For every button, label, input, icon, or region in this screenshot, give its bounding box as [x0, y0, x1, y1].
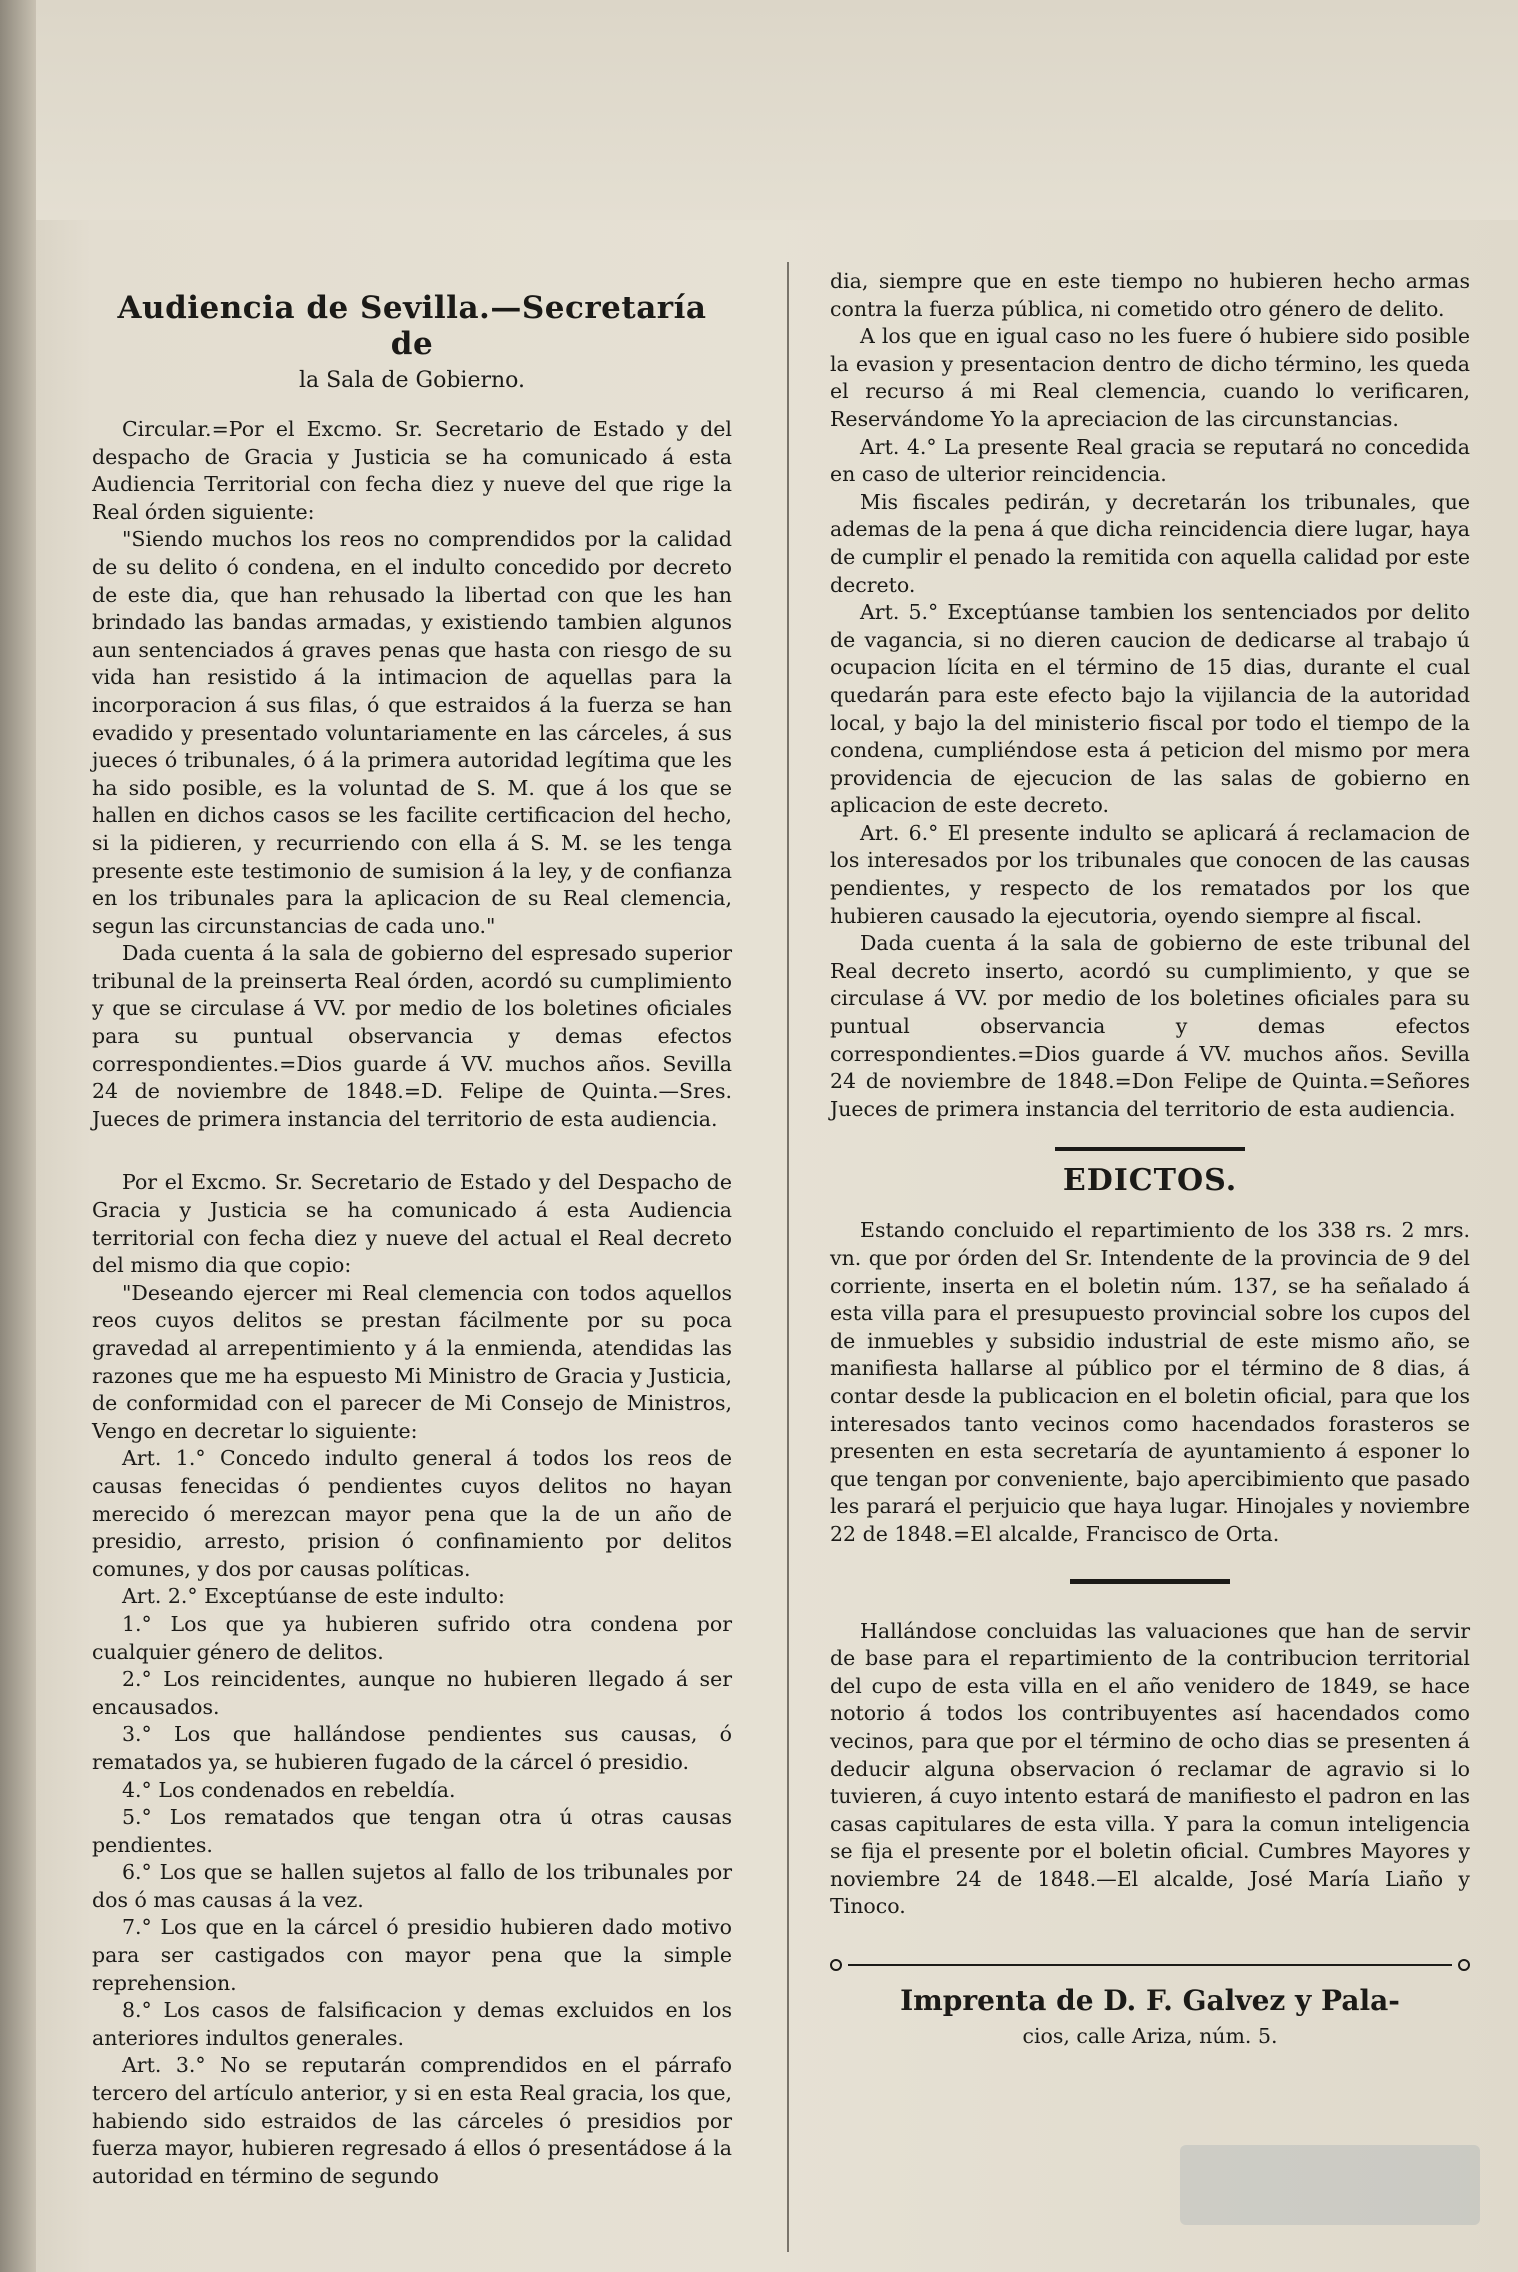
- edicto-divider: [1070, 1579, 1230, 1584]
- fiscales-paragraph: Mis fiscales pedirán, y decretarán los tribunales, que ademas de la pena á que dicha reincidencia diere lugar, haya de cumplir el penado la remitida con aquella calidad por este decreto.: [830, 489, 1470, 597]
- circular-paragraph: Circular.=Por el Excmo. Sr. Secretario de Estado y del despacho de Gracia y Justicia se ha comunicado á esta Audiencia Territorial con fecha diez y nueve del que rige la Real órden siguiente:: [92, 417, 732, 524]
- top-margin: [0, 0, 1518, 220]
- decreto-body-paragraph: "Deseando ejercer mi Real clemencia con todos aquellos reos cuyos delitos se prestan fácilmente por su poca gravedad al arrepentimiento y á la enmienda, atendidas las razones que me ha espuesto Mi Ministro de Gracia y Justicia, de conformidad con el parecer de Mi Consejo de Ministros, Vengo en decretar lo siguiente:: [92, 1280, 732, 1443]
- list-item: 8.° Los casos de falsificacion y demas excluidos en los anteriores indultos generales.: [92, 1998, 732, 2050]
- list-item: 3.° Los que hallándose pendientes sus causas, ó rematados ya, se hubieren fugado de la cárcel ó presidio.: [92, 1722, 732, 1774]
- archive-watermark: [1180, 2145, 1480, 2225]
- real-orden-paragraph: "Siendo muchos los reos no comprendidos por la calidad de su delito ó condena, en el indulto concedido por decreto de este dia, que han rehusado la libertad con que les han brindado las bandas armadas, y existiendo tambien algunos aun sentenciados á graves penas que hasta con riesgo de su vida han resistido á la intimacion de aquellas para la incorporacion á sus filas, ó que estraidos á la fuerza se han evadido y presentado voluntariamente en las cárceles, á sus jueces ó tribunales, ó á la primera autoridad legítima que les ha sido posible, es la voluntad de S. M. que á los que se hallen en dichos casos se les facilite certificacion del hecho, si la pidieren, y recurriendo con ella á S. M. se les tenga presente este testimonio de sumision á la ley, y de confianza en los tribunales para la aplicacion de su Real clemencia, segun las circunstancias de cada uno.": [92, 527, 732, 938]
- imprint-address: cios, calle Ariza, núm. 5.: [1022, 2024, 1278, 2049]
- edictos-heading: EDICTOS.: [1062, 1163, 1238, 1199]
- article-4: Art. 4.° La presente Real gracia se reputará no concedida en caso de ulterior reincidencia.: [830, 434, 1470, 487]
- list-item: 4.° Los condenados en rebeldía.: [122, 1777, 456, 1802]
- article-2: Art. 2.° Exceptúanse de este indulto:: [122, 1584, 505, 1609]
- section-subtitle: la Sala de Gobierno.: [298, 368, 526, 393]
- imprint-line: Imprenta de D. F. Galvez y Pala-: [900, 1984, 1400, 2018]
- imprint-rule: [830, 1959, 1470, 1971]
- dada-cuenta-decreto-paragraph: Dada cuenta á la sala de gobierno de este tribunal del Real decreto inserto, acordó su cumplimiento, y que se circulase á VV. por medio de los boletines oficiales para su puntual observancia y demas efectos correspondientes.=Dios guarde á VV. muchos años. Sevilla 24 de noviembre de 1848.=Don Felipe de Quinta.=Señores Jueces de primera instancia del territorio de esta audiencia.: [830, 931, 1470, 1121]
- binding-edge: [0, 0, 36, 2272]
- imprint-rule-line: [848, 1964, 1452, 1966]
- edicto-cumbres-mayores: Hallándose concluidas las valuaciones que han de servir de base para el repartimiento de la contribucion territorial del cupo de esta villa en el año venidero de 1849, se hace notorio á todos los contribuyentes así hacendados como vecinos, para que por el término de ocho dias se presenten á deducir alguna observacion ó reclamar de agravio si lo tuvieren, á cuyo intento estará de manifiesto el padron en las casas capitulares de esta villa. Y para la comun inteligencia se fija el presente por el boletin oficial. Cumbres Mayores y noviembre 24 de 1848.—El alcalde, José María Liaño y Tinoco.: [830, 1618, 1470, 1919]
- section-title: Audiencia de Sevilla.—Secretaría de: [117, 290, 707, 362]
- list-item: 7.° Los que en la cárcel ó presidio hubieren dado motivo para ser castigados con mayor pena que la simple reprehension.: [92, 1915, 732, 1995]
- column-rule: [787, 262, 789, 2252]
- section-divider: [1055, 1147, 1245, 1151]
- article-3: Art. 3.° No se reputarán comprendidos en el párrafo tercero del artículo anterior, y si en esta Real gracia, los que, habiendo sido estraidos de las cárceles ó presidios por fuerza mayor, hubieren regresado á ellos ó presentádose á la autoridad en término de segundo: [92, 2053, 732, 2188]
- evasion-paragraph: A los que en igual caso no les fuere ó hubiere sido posible la evasion y presentacion dentro de dicho término, les queda el recurso á mi Real clemencia, cuando lo verificaren, Reservándome Yo la apreciacion de las circunstancias.: [830, 324, 1470, 431]
- ornament-circle-icon: [830, 1959, 842, 1971]
- list-item: 5.° Los rematados que tengan otra ú otras causas pendientes.: [92, 1805, 732, 1857]
- dada-cuenta-paragraph: Dada cuenta á la sala de gobierno del espresado superior tribunal de la preinserta Real órden, acordó su cumplimiento y que se circulase á VV. por medio de los boletines oficiales para su puntual observancia y demas efectos correspondientes.=Dios guarde á VV. muchos años. Sevilla 24 de noviembre de 1848.=D. Felipe de Quinta.—Sres. Jueces de primera instancia del territorio de esta audiencia.: [92, 941, 732, 1131]
- decreto-intro-paragraph: Por el Excmo. Sr. Secretario de Estado y del Despacho de Gracia y Justicia se ha comunicado á esta Audiencia territorial con fecha diez y nueve del actual el Real decreto del mismo dia que copio:: [92, 1170, 732, 1278]
- edicto-hinojales: Estando concluido el repartimiento de los 338 rs. 2 mrs. vn. que por órden del Sr. Intendente de la provincia de 9 del corriente, inserta en el boletin núm. 137, se ha señalado á esta villa para el presupuesto provincial sobre los cupos del de inmuebles y subsidio industrial de este mismo año, se manifiesta hallarse al público por el término de 8 dias, á contar desde la publicacion en el boletin oficial, para que los interesados tanto vecinos como hacendados forasteros se presenten en esta secretaría de ayuntamiento á esponer lo que tengan por conveniente, bajo apercibimiento que pasado les parará el perjuicio que haya lugar. Hinojales y noviembre 22 de 1848.=El alcalde, Francisco de Orta.: [830, 1218, 1470, 1546]
- list-item: 1.° Los que ya hubieren sufrido otra condena por cualquier género de delitos.: [92, 1611, 732, 1664]
- article-1: Art. 1.° Concedo indulto general á todos los reos de causas fenecidas ó pendientes cuyos delitos no hayan merecido ó merezcan mayor pena que la de un año de presidio, arresto, prision ó confinamiento por delitos comunes, y dos por causas políticas.: [92, 1446, 732, 1581]
- ornament-circle-icon: [1458, 1959, 1470, 1971]
- right-column: [830, 268, 1470, 2051]
- list-item: 6.° Los que se hallen sujetos al fallo de los tribunales por dos ó mas causas á la vez.: [92, 1860, 732, 1912]
- list-item: 2.° Los reincidentes, aunque no hubieren llegado á ser encausados.: [92, 1667, 732, 1719]
- article-5: Art. 5.° Exceptúanse tambien los sentenciados por delito de vagancia, si no dieren caucion de dedicarse al trabajo ú ocupacion lícita en el término de 15 dias, durante el cual quedarán para este efecto bajo la vijilancia de la autoridad local, y bajo la del ministerio fiscal por todo el tiempo de la condena, cumpliéndose esta á peticion del mismo por mera providencia de ejecucion de las salas de gobierno en aplicacion de este decreto.: [830, 600, 1470, 818]
- left-column: [92, 268, 732, 2190]
- article-6: Art. 6.° El presente indulto se aplicará á reclamacion de los interesados por los tribunales que conocen de las causas pendientes, y respecto de los rematados por los que hubieren causado la ejecutoria, oyendo siempre al fiscal.: [830, 820, 1470, 928]
- continuation-paragraph: dia, siempre que en este tiempo no hubieren hecho armas contra la fuerza pública, ni cometido otro género de delito.: [830, 269, 1470, 321]
